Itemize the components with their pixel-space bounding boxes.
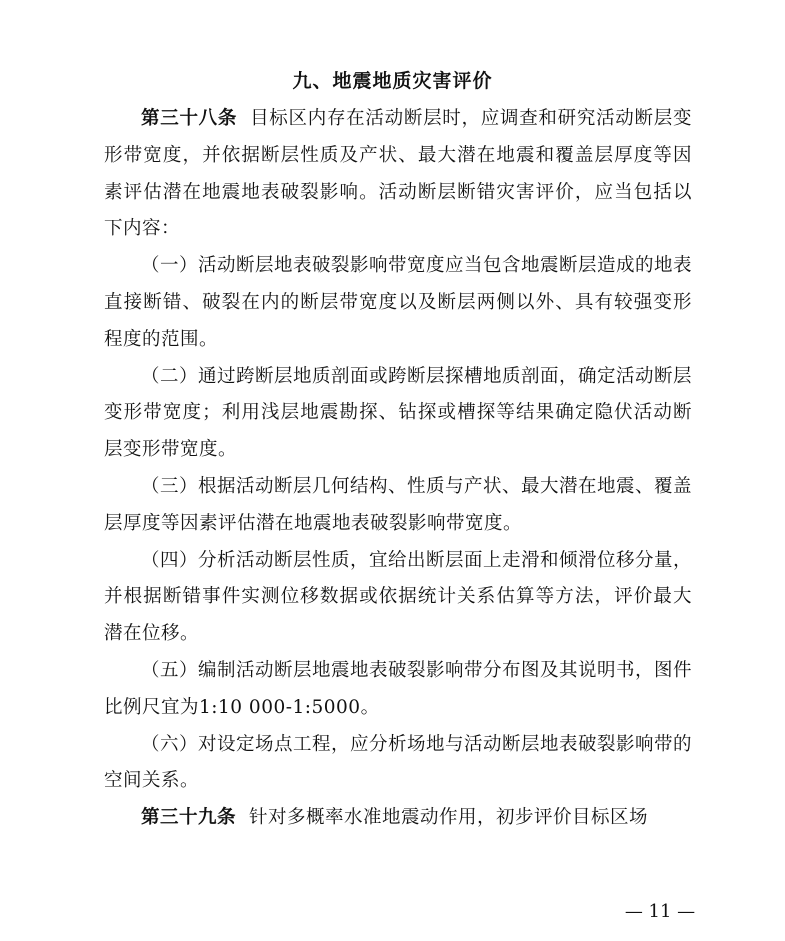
- list-item-2: （二）通过跨断层地质剖面或跨断层探槽地质剖面，确定活动断层变形带宽度；利用浅层地震勘探、钻探或槽探等结果确定隐伏活动断层变形带宽度。: [104, 365, 693, 461]
- page-number: — 11 —: [624, 901, 696, 922]
- document-body: [104, 101, 692, 837]
- list-item-3: （三）根据活动断层几何结构、性质与产状、最大潜在地震、覆盖层厚度等因素评估潜在地震地表破裂影响带宽度。: [104, 475, 693, 534]
- article-39-paragraph: [104, 800, 692, 837]
- article-38-text: 目标区内存在活动断层时，应调查和研究活动断层变形带宽度，并依据断层性质及产状、最大潜在地震和覆盖层厚度等因素评估潜在地震地表破裂影响。活动断层断错灾害评价，应当包括以下内容：: [104, 108, 692, 240]
- section-heading: 九、地震地质灾害评价: [292, 70, 493, 92]
- article-38-paragraph: [104, 101, 692, 248]
- article-39-text: 针对多概率水准地震动作用，初步评价目标区场: [248, 807, 648, 829]
- list-item-4: （四）分析活动断层性质，宜给出断层面上走滑和倾滑位移分量，并根据断错事件实测位移数据或依据统计关系估算等方法，评价最大潜在位移。: [104, 549, 693, 645]
- list-item-1: （一）活动断层地表破裂影响带宽度应当包含地震断层造成的地表直接断错、破裂在内的断层带宽度以及断层两侧以外、具有较强变形程度的范围。: [104, 255, 693, 350]
- list-item-6: （六）对设定场点工程，应分析场地与活动断层地表破裂影响带的空间关系。: [104, 733, 693, 792]
- article-38-label: 第三十八条: [141, 108, 238, 129]
- article-39-label: 第三十九条: [141, 807, 237, 829]
- list-item-5: （五）编制活动断层地震地表破裂影响带分布图及其说明书，图件比例尺宜为1:10 000-1:5000。: [104, 659, 693, 718]
